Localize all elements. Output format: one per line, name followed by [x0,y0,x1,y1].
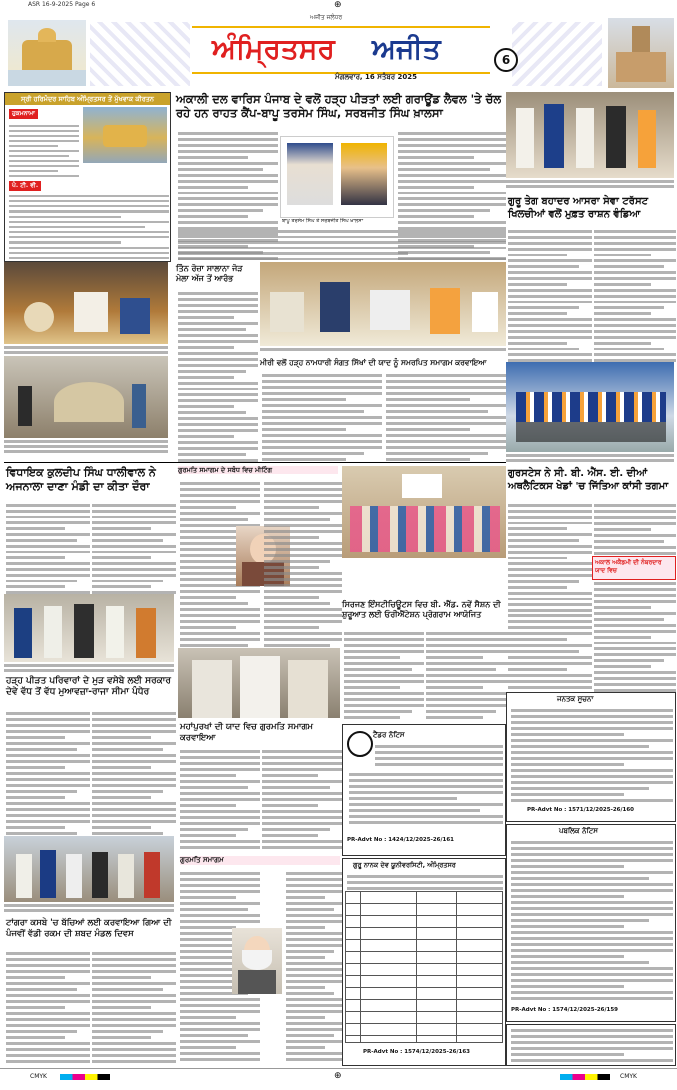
photo-trust [506,92,674,178]
story-meeting-text-2 [262,480,344,652]
story-dhaliwal-headline: ਵਿਧਾਇਕ ਕੁਲਦੀਪ ਸਿੰਘ ਧਾਲੀਵਾਲ ਨੇ ਅਜਨਾਲਾ ਦਾਣਾ ਮੰਡੀ ਦਾ ਕੀਤਾ ਦੌਰਾ [6,466,156,493]
photo-kirtan [4,262,168,344]
hukamnama-box [4,92,171,262]
story-mahapurkhan-text-1 [178,748,262,856]
story-tangra-text-1 [4,950,92,1066]
temple-right-image [608,18,674,88]
story-flood-headline: ਹੜ੍ਹ ਪੀੜਤ ਪਰਿਵਾਰਾਂ ਦੇ ਮੁੜ ਵਸੇਬੇ ਲਈ ਸਰਕਾਰ ਦੇਵੇ ਵੱਧ ਤੋਂ ਵੱਧ ਮੁਆਵਜ਼ਾ-ਰਾਜਾ ਸੀਮਾ ਪੰਧੇਰ [6,676,171,698]
ptv-label: ਪੰ. ਟੀ. ਵੀ. [9,181,41,191]
photo-pile [4,356,168,438]
imprint-text [509,1027,675,1067]
public-notice-body [509,839,675,1007]
story-namdhari-text-1 [260,372,384,464]
footer-strip [0,1068,677,1090]
caption-athletes [506,454,674,464]
caption-gathering [4,904,174,914]
story-tangra-text-2 [90,950,178,1066]
color-bar-right [560,1074,610,1080]
imprint-box [506,1024,676,1066]
story-sirjan-text-1 [342,630,426,724]
classified-pr: PR-Advt No : 1571/12/2025-26/160 [527,807,634,813]
divider-1 [4,462,506,463]
lead-photo [280,136,394,218]
lead-headline: ਅਕਾਲੀ ਦਲ ਵਾਰਿਸ ਪੰਜਾਬ ਦੇ ਵਲੋਂ ਹੜ੍ਹ ਪੀੜਤਾਂ ਲਈ ਗਰਾਊਂਡ ਲੈਵਲ 'ਤੇ ਚੱਲ ਰਹੇ ਹਨ ਰਾਹਤ ਕੈਂਪ-ਬਾਪੂ ਤਰਸੇਮ ਸਿੰਘ, ਸਰਬਜੀਤ ਸਿੰਘ ਖ਼ਾਲਸਾ [176,92,502,121]
page-number-badge [494,48,518,72]
akal-academy-text: ਅਕਾਲ ਅਕੈਡਮੀ ਦੀ ਨੰਬਰਦਾਰ ਯਾਦ ਵਿਚ [595,559,662,574]
caption-dhaliwal [4,664,174,674]
masthead-banner [192,26,490,74]
story-meeting-headline: ਗੁਰਮਤਿ ਸਮਾਗਮ ਦੇ ਸਬੰਧ ਵਿਚ ਮੀਟਿੰਗ [178,466,338,474]
photo-classroom [342,466,506,558]
photo-gathering [4,836,174,902]
hukamnama-text-2 [7,193,171,261]
gndu-table [345,891,503,1043]
story-jormela-text [176,290,260,464]
golden-temple-image [8,20,86,86]
gndu-title: ਗੁਰੂ ਨਾਨਕ ਦੇਵ ਯੂਨੀਵਰਸਿਟੀ, ਅੰਮ੍ਰਿਤਸਰ [353,861,456,869]
classified-body [509,707,675,807]
classified-ad [506,692,676,822]
strip-text: ASR 16-9-2025 Page 6 [28,1,96,8]
story-athletics-text-2 [592,502,677,558]
story-dhaliwal-text-2 [90,502,178,596]
registration-mark: ⊕ [334,0,342,10]
story-athletics-text-4 [506,612,594,694]
story-tangra-headline: ਟਾਂਗਰਾ ਕਸਬੇ 'ਚ ਬੱਚਿਆਂ ਲਈ ਕਰਵਾਇਆ ਗਿਆ ਦੀ ਪੰਜਵੀਂ ਵੱਡੀ ਰਕਮ ਦੀ ਸ਼ਬਦ ਮੰਡਲ ਦਿਵਸ [6,918,172,939]
story-flood-text-2 [90,710,178,838]
photo-three-men [178,648,340,718]
story-sirjan-headline: ਸਿਰਜਣ ਇੰਸਟੀਚਿਊਟਸ ਵਿਚ ਬੀ. ਐੱਡ. ਨਵੇਂ ਸੈਸ਼ਨ ਦੀ ਸ਼ੁਰੂਆਤ ਲਈ ਓਰੀਐਂਟੇਸ਼ਨ ਪ੍ਰੋਗਰਾਮ ਆਯੋਜਿਤ [342,600,501,619]
color-bar-left [60,1074,110,1080]
story-mahapurkhan-text-2 [260,748,344,856]
story-gurmat-text-2 [284,870,344,1066]
footer-right: CMYK [620,1073,637,1080]
hukamnama-text [7,123,81,179]
hukamnama-title: ਸ੍ਰੀ ਹਰਿਮੰਦਰ ਸਾਹਿਬ ਅੰਮ੍ਰਿਤਸਰ ਤੋਂ ਮੁੱਖਵਾਕ ਕੀਰਤਨ [5,93,170,105]
story-jormela-headline: ਤਿੰਨ ਰੋਜ਼ਾ ਸਾਲਾਨਾ ਜੋੜ ਮੇਲਾ ਅੱਜ ਤੋਂ ਆਰੰਭ [176,264,243,283]
masthead-pattern-left [90,22,190,86]
story-gurmat-headline: ਗੁਰਮਤਿ ਸਮਾਗਮ [180,856,340,865]
photo-dhaliwal [4,594,174,662]
story-trust-text-2 [592,228,677,364]
public-notice-ad [506,824,676,1022]
masthead-date: ਮੰਗਲਵਾਰ, 16 ਸਤੰਬਰ 2025 [335,73,417,81]
lead-caption: ਬਾਪੂ ਤਰਸੇਮ ਸਿੰਘ ਤੇ ਸਰਬਜੀਤ ਸਿੰਘ ਖ਼ਾਲਸਾ [282,218,364,224]
story-athletics-headline: ਗੁਰਸਟੇਸ ਨੇ ਸੀ. ਬੀ. ਐੱਸ. ਈ. ਦੀਆਂ ਅਥਲੈਟਿਕਸ ਖੇਡਾਂ 'ਚ ਜਿੱਤਿਆ ਕਾਂਸੀ ਤਗਮਾ [508,468,669,492]
page-number: 6 [501,53,511,67]
story-dhaliwal-text-1 [4,502,92,596]
hukamnama-label: ਹੁਕਮਨਾਮਾ [9,109,38,119]
caption-pile [4,440,168,456]
story-mahapurkhan-headline: ਮਹਾਂਪੁਰਖਾਂ ਦੀ ਯਾਦ ਵਿਚ ਗੁਰਮਤਿ ਸਮਾਗਮ ਕਰਵਾਇਆ [180,722,313,743]
story-namdhari-text-2 [384,372,508,464]
tender-ad-logo [347,731,373,757]
tender-ad-body [347,771,505,827]
photo-elder [232,928,282,994]
masthead [0,12,677,97]
lead-text-bottom [176,228,508,262]
tender-ad [342,724,506,856]
story-athletics-text-1 [506,502,594,614]
registration-mark-bottom: ⊕ [334,1071,342,1081]
public-notice-title: ਪਬਲਿਕ ਨੋਟਿਸ [559,827,598,835]
akal-academy-box [592,556,676,580]
tender-ad-title: ਟੈਂਡਰ ਨੋਟਿਸ [373,731,405,739]
caption-trust [506,180,674,194]
footer-left: CMYK [30,1073,47,1080]
tender-ad-pr: PR-Advt No : 1424/12/2025-26/161 [347,837,454,843]
tender-ad-text [373,743,505,771]
story-namdhari-headline: ਮੀਰੀ ਵਲੋਂ ਹੜ੍ਹ ਨਾਮਧਾਰੀ ਸੰਗਤ ਸਿੱਖਾਂ ਦੀ ਯਾਦ ਨੂੰ ਸਮਰਪਿਤ ਸਮਾਗਮ ਕਰਵਾਇਆ [260,358,487,367]
masthead-small: ਅਜੀਤ ਜਲੰਧਰ [310,14,343,21]
gndu-pr: PR-Advt No : 1574/12/2025-26/163 [363,1049,470,1055]
story-trust-headline: ਗੁਰੂ ਤੇਗ ਬਹਾਦਰ ਆਸਰਾ ਸੇਵਾ ਟਰੱਸਟ ਖਿਲਚੀਆਂ ਵਲੋਂ ਮੁਫ਼ਤ ਰਾਸ਼ਨ ਵੰਡਿਆ [508,196,649,220]
caption-kirtan [4,346,168,356]
masthead-pattern-right [512,22,602,86]
caption-sangat [260,348,506,356]
gndu-intro [345,873,505,893]
classified-title: ਜਨਤਕ ਸੂਚਨਾ [557,695,594,703]
photo-sangat [260,262,506,346]
story-athletics-text-3 [592,580,677,694]
public-notice-pr: PR-Advt No : 1574/12/2025-26/159 [511,1007,618,1013]
story-trust-text-1 [506,228,594,364]
story-flood-text-1 [4,710,92,838]
story-sirjan-text-2 [424,630,510,724]
masthead-title: ਅੰਮ੍ਰਿਤਸਰ [212,32,335,65]
harmandir-photo [83,107,167,163]
photo-athletes [506,362,674,452]
gndu-tender [342,858,506,1066]
masthead-title-2: ਅਜੀਤ [372,32,441,65]
